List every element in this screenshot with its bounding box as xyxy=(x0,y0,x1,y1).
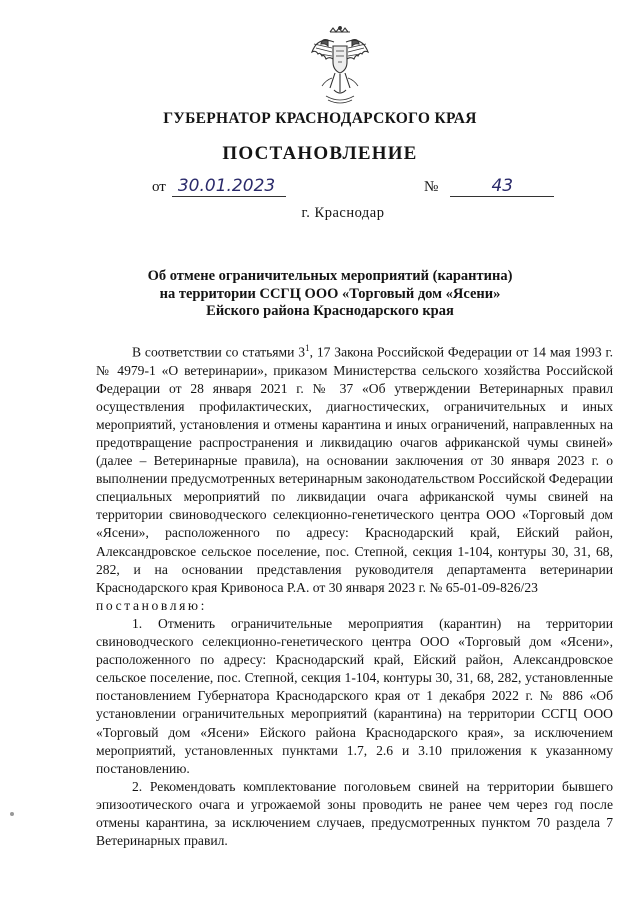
document-date: 30.01.2023 xyxy=(172,176,286,197)
city-line: г. Краснодар xyxy=(301,205,385,221)
superscript: 1 xyxy=(305,343,310,353)
intro-paragraph: В соответствии со статьями $3^1$, 17 Закона Российской Федерации от 14 мая 1993 г. № 4979-1 «О ветеринарии», приказом Министерства сельского хозяйства Российской Федерации от 28 января 2021 г. № 37 «Об утверждении Ветеринарных правил осуществления профилактических, диагностических, ограничительных и иных мероприятий, установления и отмены карантина и иных ограничений, направленных на предотвращение распространения и ликвидацию очагов африканской чумы свиней» (далее – Ветеринарные правила), на основании заключения от 30 января 2023 г. о выполнении предусмотренных ветеринарным законодательством Российской Федерации специальных мероприятий по ликвидации очага африканской чумы свиней на территории свиноводческого селекционно-генетического центра ООО «Торговый дом «Ясени», расположенного по адресу: Краснодарский край, Ейский район, Александровское сельское поселение, пос. Степной, секция 1-104, контуры 30, 31, 68, 282, и на основании представления руководителя департамента ветеринарии Краснодарского края Кривоноса Р.А. от 30 января 2023 г. № 65-01-09-826/23 постановляю: xyxy=(96,339,613,615)
document-body xyxy=(96,339,613,850)
item-paragraph-2: 2. Рекомендовать комплектование поголовьем свиней на территории бывшего эпизоотического очага и угрожаемой зоны проводить не ранее чем через год после отмены карантина, за исключением случаев, предусмотренных пунктом 70 раздела 7 Ветеринарных правил. xyxy=(96,778,613,849)
number-prefix: № xyxy=(424,179,439,195)
title-line: Об отмене ограничительных мероприятий (карантина) xyxy=(147,268,513,284)
date-prefix: от xyxy=(152,179,166,195)
decree-word: постановляю: xyxy=(96,597,208,613)
authority-heading: ГУБЕРНАТОР КРАСНОДАРСКОГО КРАЯ xyxy=(163,110,477,127)
title-line: Ейского района Краснодарского края xyxy=(206,303,454,319)
title-line: на территории ССГЦ ООО «Торговый дом «Ясени» xyxy=(159,285,501,302)
document-type-heading: ПОСТАНОВЛЕНИЕ xyxy=(222,143,418,164)
scan-dot xyxy=(10,812,14,816)
item-paragraph-1: 1. Отменить ограничительные мероприятия (карантин) на территории свиноводческого селекционно-генетического центра ООО «Торговый дом «Ясени», расположенного по адресу: Краснодарский край, Ейский район, Александровское сельское поселение, пос. Степной, секция 1-104, контуры 30, 31, 68, 282, установленные постановлением Губернатора Краснодарского края от 1 декабря 2022 г. № 886 «Об установлении ограничительных мероприятий (карантина) на территории ССГЦ ООО «Торговый дом «Ясени» Ейского района Краснодарского края», за исключением мероприятий, установленных пунктами 1.7, 2.6 и 3.10 приложения к указанному постановлению. xyxy=(96,615,613,776)
document-title xyxy=(120,268,540,321)
date-line xyxy=(152,176,286,197)
number-line xyxy=(424,176,554,197)
coat-of-arms-emblem xyxy=(308,26,372,104)
document-number: 43 xyxy=(450,176,554,197)
